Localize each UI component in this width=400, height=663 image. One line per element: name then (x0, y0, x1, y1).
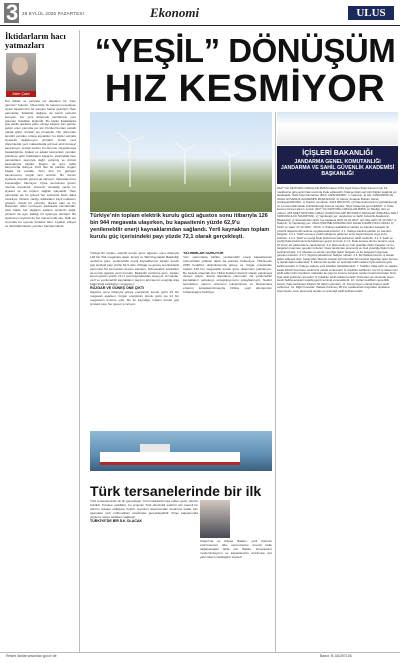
issue-date: 28 EYLÜL 2026 PAZARTESİ (22, 11, 85, 16)
subhead-1: RÜZGAR VE GÜNEŞ ÖNE ÇIKTI (90, 286, 145, 291)
lead-paragraph: Türkiye’nin toplam elektrik kurulu gücü ağustos sonu itibarıyla 126 bin 944 megavata ulaşırken, bu kapasitenin yüzde 62,9’u yenilenebilir enerji kaynaklarından sağlandı. Yerli kaynaktan toplam kurulu güç içerisindeki payı yüzde 72,1 olarak gerçekleşti. (90, 213, 270, 240)
newspaper-logo: ULUS (348, 6, 394, 20)
official-notice (277, 112, 398, 652)
author-name: Zafer Çakır (6, 91, 36, 97)
notice-divider (275, 112, 276, 652)
wind-farm-photo (90, 112, 272, 212)
article-column-4: Ulaştırma ve Altyapı Bakanı, yerli üretimin artırılmasının ülke ekonomisine önemli katkı sağlayacağını ifade etti. Bakan, tersanelerin modernizasyonu ve kapasitesinin artırılması için yatırımların sürdüğünü söyledi. (200, 540, 272, 559)
second-headline: Türk tersanelerinde bir ilk (90, 483, 262, 499)
author-face (12, 57, 28, 75)
article-text-1: Türkiye’nin toplam elektrik kurulu gücü ağustos sonu itibarıyla 126 bin 944 megavata ulaştı. Enerji ve Tabii Kaynaklar Bakanlığı verilerine göre, yenilenebilir enerji kaynaklarının toplam kurulu güç içindeki payı yüzde 62,9 oldu. Rüzgar ve güneş enerjisindeki yatırımlar hız kesmeden devam ederken, hidroelektrik santralleri de kurulu güçteki yerini korudu. Bakanlık verilerine göre, toplam kurulu gücün yüzde 72,1’i yerli kaynaklardan oluşuyor. Uzmanlar, yerli ve yenilenebilir kaynakların payının artmasının enerjide dışa bağımlılığı azalttığını vurguluyor. (90, 252, 179, 287)
article-text-2: Yeni yatırımlarla birlikte yenilenebilir enerji kapasitesinin önümüzdeki yıllarda daha da artması bekleniyor. Hükümetin 2035 hedefleri doğrultusunda güneş ve rüzgar enerjisinde toplam 120 bin megavatlık kurulu güce ulaşılması planlanıyor. Bu hedefe ulaşmak için YEKA ihaleleri düzenli olarak yapılmaya devam ediyor. Enerji depolama yatırımları da yenilenebilir kaynakların şebekeye entegrasyonunu kolaylaştırıyor. Sektör temsilcileri, yatırım ortamının iyileştirilmesi ve finansmana erişimin kolaylaştırılmasıyla birlikte yeşil dönüşümün hızlanacağını belirtiyor. (183, 254, 272, 295)
minister-photo (200, 500, 230, 538)
footer-right: Basın: B.342/87136 (320, 654, 352, 658)
header-divider (0, 25, 400, 26)
notice-header (277, 146, 398, 184)
notice-title: İÇİŞLERİ BAKANLIĞI (302, 150, 373, 157)
ship-hull (100, 452, 240, 465)
notice-subtitle: JANDARMA GENEL KOMUTANLIĞI JANDARMA VE SAHİL GÜVENLİK AKADEMİSİ BAŞKANLIĞI (280, 159, 395, 177)
notice-banner-image (277, 112, 398, 145)
article-text-1b: Ağustos sonu itibarıyla güneş enerjisinin kurulu gücü 24 bin megavatı aşarken, rüzgar enerjisinin kurulu gücü ise 14 bin megavatın üzerine çıktı. Bu iki kaynağın toplam kurulu güç içindeki payı her geçen yıl artıyor. (90, 290, 179, 306)
section-title: Ekonomi (150, 5, 200, 20)
ship-deck (140, 444, 170, 452)
notice-text: 2027 YILI MOTORLU ARAÇLAR ZMSS ihalesi 4734 sayılı Kamu İhale Kanunu’nun 19. maddesine göre açık ihale usulü ile ihale edilecektir. İhaleye ilişkin ayrıntılı bilgiler aşağıda yer almaktadır. İhale Kayıt Numarası (İKN): 2026/1234567. 1- İdarenin: a) Adı: JANDARMA VE SAHİL GÜVENLİK AKADEMİSİ BAŞKANLIĞI. b) Adresi: Anadolu Bulvarı Gimat, Çankaya/ANKARA. c) Telefon numarası: 0312 000 00 00. ç) İhale dokümanının görülebileceği ve e-imza kullanılarak indirilebileceği internet sayfası: https://ekap.kik.gov.tr/EKAP/. 2- İhale konusu hizmet alımın: a) Adı: 2027 YILI MOTORLU ARAÇLAR ZMSS. b) Niteliği, türü ve miktarı: 378 ADET MOTORLU ARAÇ (KARAYOLLARI MOTORLU ARAÇLAR ZORUNLU MALİ SORUMLULUK SİGORTASI). c) Yapılacağı yer: Jandarma ve Sahil Güvenlik Akademisi Başkanlığı. ç) Süresi/teslim tarihi: İşe başlama tarihi 01.01.2027, işin bitiş tarihi 31.12.2027. 3- İhalenin: a) Yapılacağı yer: JSGA İŞLETME MÜDÜRLÜĞÜ İHALE KOMİSYONU ODASI. b) Tarihi ve saati: 27.10.2026 - 10:00. 4- İhaleye katılabilme şartları ve istenilen belgeler ile yeterlik değerlendirmesinde uygulanacak kriterler: 4.1. İhaleye katılma şartları ve istenilen belgeler: 4.1.1. Teklif vermeye yetkili olduğunu gösteren imza beyannamesi veya imza sirküleri. 4.1.2. Şekli ve içeriği İhale Dokümanında belirlenen teklif mektubu. 4.1.3. Şekli ve içeriği İhale Dokümanında belirlenen geçici teminat. 4.1.4. İhale konusu alımın tamamı veya bir kısmı alt yüklenicilere yaptırılamaz. 4.2. Ekonomik ve mali yeterliğe ilişkin belgeler ve bu belgelerin taşıması gereken kriterler: İdare tarafından ekonomik ve mali yeterliğe ilişkin kriter belirtilmemiştir. 4.3. Mesleki ve teknik yeterliğe ilişkin belgeler ve bu belgelerin taşıması gereken kriterler: 4.3.1. Sigorta şirketlerinin faaliyet ruhsatı. 4.4. Bu ihalede benzer iş olarak kabul edilecek işler: Karayolları Motorlu Araçlar Zorunlu Mali Sorumluluk Sigortası işleri benzer iş olarak kabul edilecektir. 5. Ekonomik açıdan en avantajlı teklif sadece fiyat esasına göre belirlenecektir. 6. İhaleye sadece yerli istekliler katılabilecektir. 7. Teklifler, ihale tarih ve saatine kadar EKAP üzerinden elektronik olarak verilecektir. 8. İstekliler tekliflerini, her bir iş kalemi için teklif edilen birim fiyatların miktarları ile çarpımı sonucu bulunan toplam bedel üzerinden birim fiyat teklif şeklinde verecektir. 9. İstekliler teklif ettikleri bedelin %3’ünden az olmamak üzere kendi belirleyecekleri tutarda geçici teminat vereceklerdir. 10. Verilen tekliflerin geçerlilik süresi, ihale tarihinden itibaren 60 takvim günüdür. 11. Konsorsiyum olarak ihaleye teklif verilemez. 12. Diğer hususlar: İhalede Kanunun 38 inci maddesinde öngörülen açıklama istenmeden önce ekonomik açıdan en avantajlı teklif belirlenecektir. (277, 187, 398, 293)
column-text: Her iktidar ve yanında yer alanların bir “hacı yatmazı” bulunur. Ülkemizde bu kavram neredeyse siyasi hayatımızın bir parçası haline gelmiştir. Hacı yatmazlar; iktidarlar değişse de kendi yerlerini koruyan, her yeni dönemde kendilerine yeni görevler bulabilen kişilerdir. Bu kişiler iktidarlarda güç sahibi olanlara yakın olmayı başarır, kim gelirse gelsin onun yanında yer alır. Kimileri bunları ustalık olarak görür, kimileri ise fırsatçılık. Her dönemde kendini yeniden ortaya koyabilen bu kişiler aslında siyasetin değişmeyen yüzüdür. Onları yeni dönemlerde yeni makamlarda görmek artık kimseyi şaşırtmıyor. Ancak toplum bu durumu sorgulamaya başladığında, liyakat ve adalet kavramları yeniden gündeme gelir. İktidarların başarısı, etrafındaki hacı yatmazların sayısıyla değil, yetişmiş ve dürüst kadrolarıyla ölçülür. Bugün de aynı tablo karşımızda duruyor. Kimi dün bir partide, bugün başka bir partide. Kimi dün bir görüşün savunucusu, bugün tam tersinin. Bu durum siyasete duyulan güveni de sarsıyor. Vatandaş kime inanacağını bilemiyor. Oysa demokrasi güven üzerine kuruludur. Güvenin olmadığı yerde ne siyaset ne de toplum sağlıklı işleyebilir. Hacı yatmazlar ise bu güveni her seferinde biraz daha zedeliyor. Onların varlığı, iktidarların zayıf noktasını gösterir. Güçlü bir yönetim, ilkeleri olan ve bu ilkelerden ödün vermeyen kadrolarla mümkündür. Aksi halde her değişim sadece isimlerin değil, yüzlerin de aynı kaldığı bir tiyatroya dönüşür. Bu tiyatronun seyircisi de her zaman halk olur. Halk ise sonunda bu oyunun bedelini öder. Liyakat, ehliyet ve dürüstlük ilkeleri yeniden hatırlanmalıdır. (5, 100, 76, 228)
subhead-2: YATIRIMLAR SÜRÜYOR (183, 252, 224, 255)
footer-left: Resmi ilanlar www.ilan.gov.tr’de (6, 654, 57, 658)
wind-turbines-illustration (90, 112, 272, 212)
page-number: 3 (6, 0, 19, 25)
headline-line1: “YEŞİL” DÖNÜŞÜM (94, 32, 396, 69)
article-text-3: Türk tersanelerinde bir ilk gerçekleşti. Yerli imkanlarla inşa edilen gemi, denize indirildi. Tersane yetkilileri, bu projenin Türk denizcilik sektörü için önemli bir dönüm noktası olduğunu belirtti. Geminin tasarımından üretimine kadar tüm aşamalar yerli mühendisler tarafından gerçekleştirildi. Proje kapsamında yüzlerce kişiye istihdam sağlandı. (90, 500, 198, 519)
column-title: İktidarların hacı yatmazları (5, 31, 66, 50)
article-column-3 (90, 500, 198, 650)
subhead-3: TÜRKİYE’DE BİR İLK OLACAK (90, 518, 143, 523)
headline-line2: HIZ KESMİYOR (104, 68, 386, 110)
column-divider (79, 30, 80, 652)
ship-photo (90, 431, 272, 471)
